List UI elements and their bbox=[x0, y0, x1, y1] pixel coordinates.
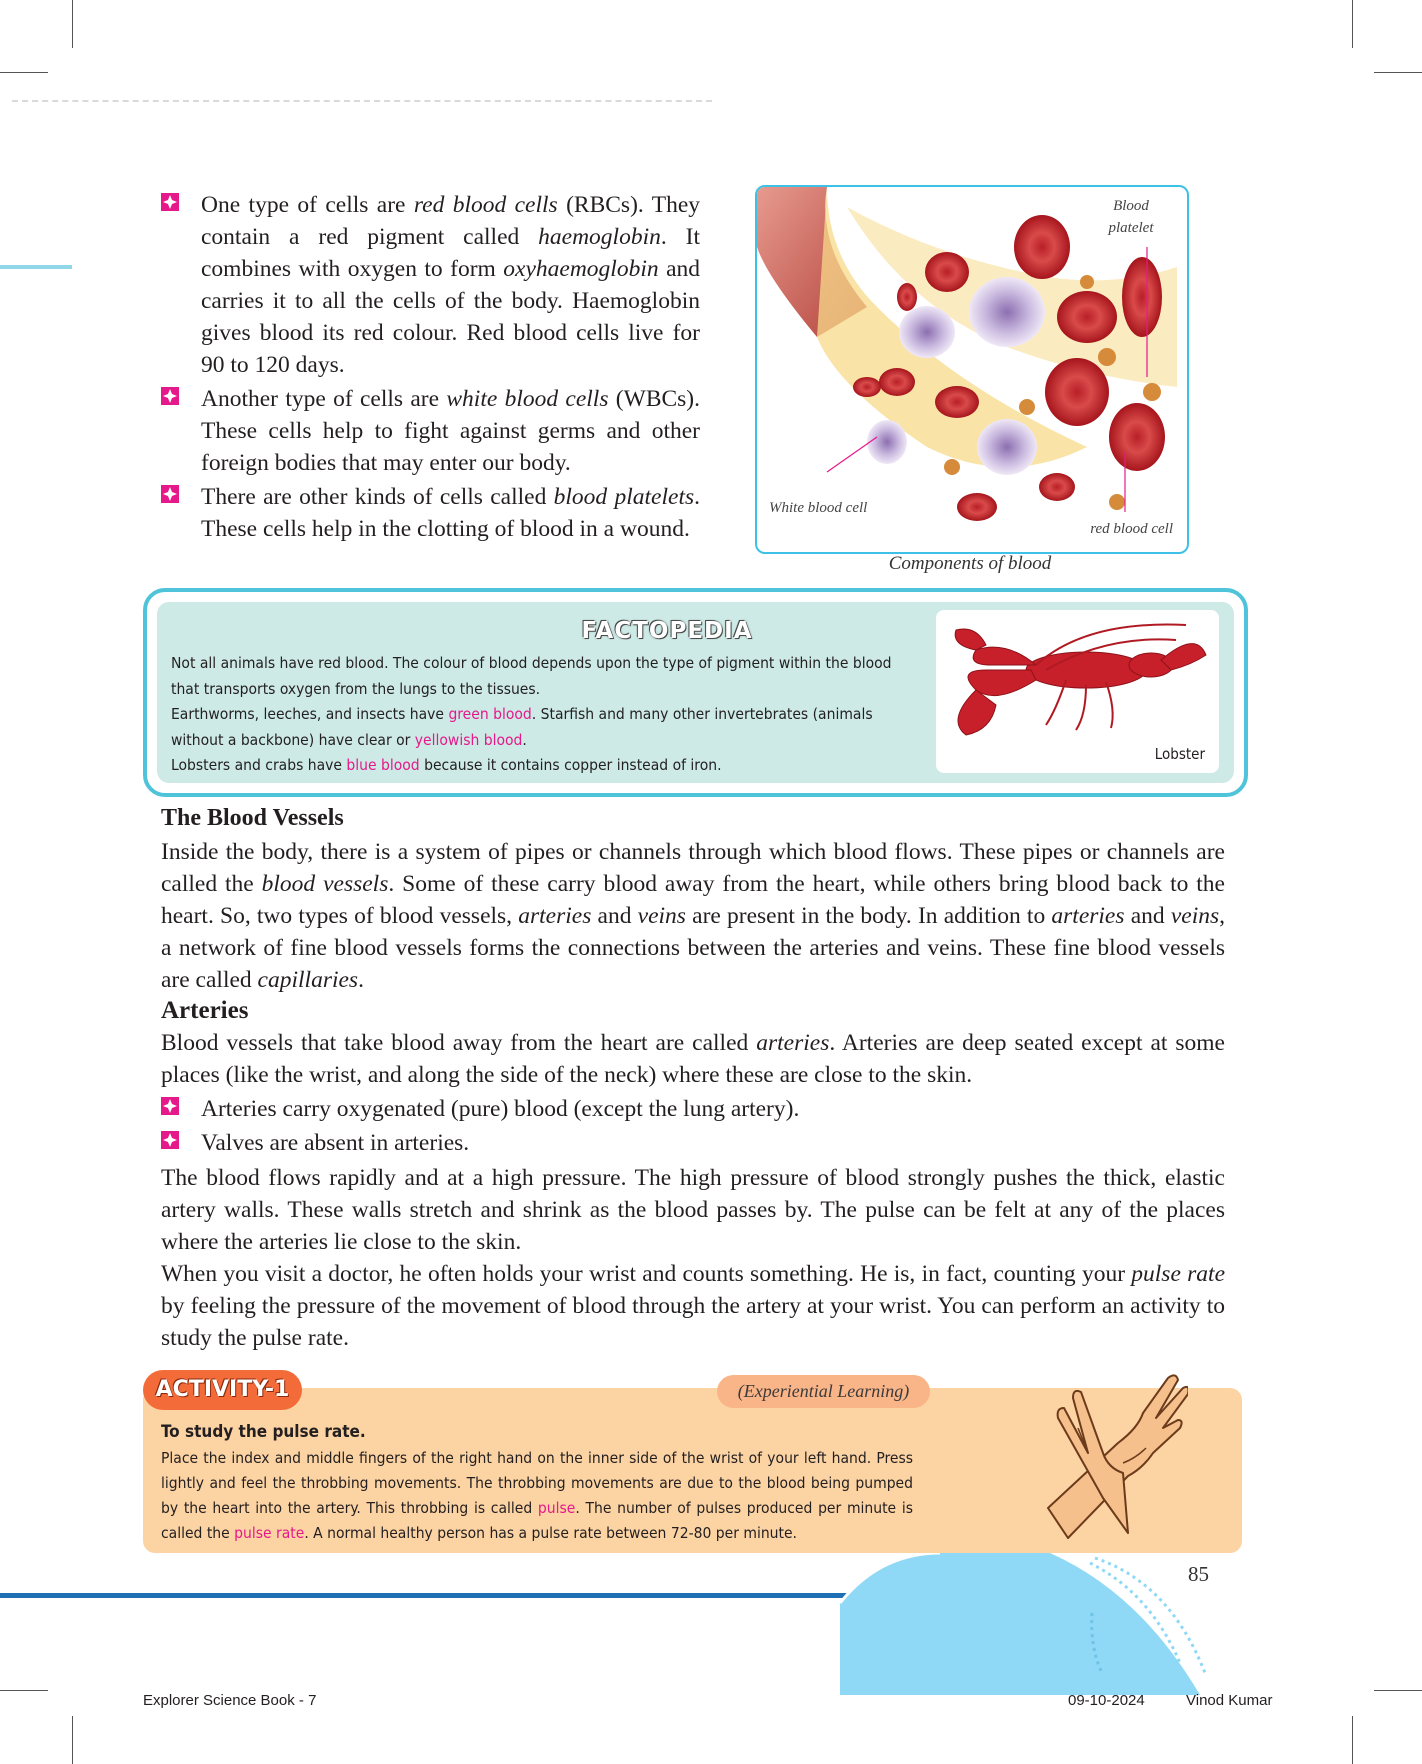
text-run: Place the index and middle fingers of the right hand on the inner side of the wrist of your left hand. Press lightly and feel the throbbing movements. The throbbing movements are due to the blood being pumped by the heart into the artery. This throbbing is called bbox=[161, 1449, 913, 1517]
factopedia-line2 bbox=[171, 702, 923, 753]
text-run: . The number of pulses produced per minute is called the bbox=[161, 1499, 913, 1542]
italic-term: veins bbox=[637, 903, 686, 929]
italic-term: blood vessels bbox=[261, 871, 389, 897]
highlight-blue-blood: blue blood bbox=[346, 756, 420, 774]
cross-bullet-icon bbox=[161, 1131, 179, 1149]
lobster-image bbox=[936, 610, 1219, 750]
figure-caption: Components of blood bbox=[888, 553, 1052, 574]
dashed-guide bbox=[12, 100, 712, 102]
footer-date: 09-10-2024 bbox=[1068, 1692, 1145, 1709]
corner-wave-decoration bbox=[840, 1553, 1422, 1695]
blood-components-figure bbox=[755, 185, 1189, 554]
highlight-yellowish-blood: yellowish blood bbox=[414, 730, 523, 749]
italic-term: red blood cells bbox=[413, 192, 558, 218]
pulse-hand-illustration bbox=[1028, 1358, 1188, 1543]
bullet-valves bbox=[161, 1127, 1225, 1159]
label-platelet: Blood platelet bbox=[1108, 198, 1154, 236]
italic-term: capillaries bbox=[257, 967, 359, 993]
activity-tag: (Experiential Learning) bbox=[717, 1375, 930, 1408]
arteries-intro: Blood vessels that take blood away from the heart are called arteries. Arteries are deep seated except at some places (like the wrist, and along the side of the neck) where these are close to the skin. bbox=[161, 1030, 1225, 1088]
text-run: . A normal healthy person has a pulse rate between 72-80 per minute. bbox=[304, 1524, 797, 1542]
crop-mark bbox=[1352, 0, 1353, 48]
page-number: 85 bbox=[1188, 1562, 1209, 1586]
label-rbc: red blood cell bbox=[1090, 521, 1173, 537]
highlight-pulse: pulse bbox=[537, 1499, 576, 1517]
italic-term: oxyhaemoglobin bbox=[503, 256, 659, 282]
arteries-paragraph-1: The blood flows rapidly and at a high pressure. The high pressure of blood strongly pushes the thick, elastic artery walls. These walls stretch and shrink as the blood passes by. The pulse can be felt at any of the places where the arteries lie close to the skin. bbox=[161, 1165, 1225, 1255]
left-accent-bar bbox=[0, 265, 72, 269]
factopedia-title: FACTOPEDIA bbox=[581, 618, 753, 644]
footer-book-title: Explorer Science Book - 7 bbox=[143, 1692, 317, 1709]
cross-bullet-icon bbox=[161, 387, 179, 405]
crop-mark bbox=[72, 0, 73, 48]
text-run: because it contains copper instead of iron. bbox=[419, 756, 722, 774]
bullet-oxygenated bbox=[161, 1093, 1225, 1125]
bullet-text: One type of cells are red blood cells (RBCs). They contain a red pigment called haemoglobin. It combines with oxygen to form oxyhaemoglobin and carries it to all the cells of the body. Haemoglobin gives blood its red colour. Red blood cells live for 90 to 120 days. bbox=[201, 192, 701, 378]
activity-title: ACTIVITY-1 bbox=[143, 1370, 302, 1410]
bullet-text: There are other kinds of cells called blood platelets. These cells help in the clotting of blood in a wound. bbox=[201, 484, 700, 542]
crop-mark bbox=[0, 72, 48, 73]
italic-term: arteries bbox=[756, 1030, 830, 1056]
blood-illustration bbox=[757, 187, 1187, 552]
italic-term: arteries bbox=[1051, 903, 1125, 929]
bullet-text: Arteries carry oxygenated (pure) blood (except the lung artery). bbox=[201, 1096, 800, 1122]
footer-author: Vinod Kumar bbox=[1186, 1692, 1273, 1709]
bullet-platelets bbox=[161, 481, 700, 545]
text-run: Earthworms, leeches, and insects have bbox=[171, 705, 449, 723]
bullet-rbc bbox=[161, 189, 700, 381]
italic-term: white blood cells bbox=[446, 386, 609, 412]
text-run: Lobsters and crabs have bbox=[171, 756, 347, 774]
bullet-text: Valves are absent in arteries. bbox=[201, 1130, 470, 1156]
highlight-pulse-rate: pulse rate bbox=[234, 1524, 305, 1542]
cross-bullet-icon bbox=[161, 485, 179, 503]
crop-mark bbox=[1352, 1716, 1353, 1764]
text-run: . Starfish and many other invertebrates (animals without a backbone) have clear or bbox=[171, 705, 873, 749]
factopedia-line1: Not all animals have red blood. The colour of blood depends upon the type of pigment within the blood that transports oxygen from the lungs to the tissues. bbox=[171, 654, 892, 698]
blood-vessels-paragraph: Inside the body, there is a system of pipes or channels through which blood flows. These pipes or channels are called the blood vessels. Some of these carry blood away from the heart, while others bring blood back to the heart. So, two types of blood vessels, arteries and veins are present in the body. In addition to arteries and veins, a network of fine blood vessels forms the connections between the arteries and veins. These fine blood vessels are called capillaries. bbox=[161, 839, 1225, 993]
lobster-label: Lobster bbox=[1154, 745, 1205, 763]
lobster-image-panel bbox=[936, 610, 1219, 773]
crop-mark bbox=[72, 1716, 73, 1764]
heading-blood-vessels: The Blood Vessels bbox=[161, 805, 344, 831]
arteries-bullets bbox=[161, 1093, 1225, 1159]
crop-mark bbox=[1374, 72, 1422, 73]
crop-mark bbox=[0, 1690, 48, 1691]
heading-arteries: Arteries bbox=[161, 997, 249, 1024]
italic-term: pulse rate bbox=[1131, 1261, 1225, 1287]
activity-subtitle: To study the pulse rate. bbox=[161, 1422, 366, 1442]
factopedia-text bbox=[171, 651, 923, 779]
activity-text bbox=[161, 1446, 913, 1546]
bullet-text: Another type of cells are white blood cells (WBCs). These cells help to fight against germs and other foreign bodies that may enter our body. bbox=[201, 386, 701, 476]
cross-bullet-icon bbox=[161, 1097, 179, 1115]
italic-term: blood platelets bbox=[553, 484, 695, 510]
top-bullet-list bbox=[161, 189, 700, 545]
italic-term: haemoglobin bbox=[538, 224, 661, 250]
cross-bullet-icon bbox=[161, 193, 179, 211]
highlight-green-blood: green blood bbox=[448, 705, 532, 723]
factopedia-box bbox=[143, 588, 1248, 797]
text-run: . bbox=[522, 730, 527, 749]
italic-term: veins bbox=[1170, 903, 1220, 929]
bullet-wbc bbox=[161, 383, 700, 479]
factopedia-line3 bbox=[171, 753, 923, 779]
footer-rule bbox=[0, 1593, 884, 1598]
label-wbc: White blood cell bbox=[769, 500, 868, 516]
arteries-paragraph-2: When you visit a doctor, he often holds your wrist and counts something. He is, in fact, counting your pulse rate by feeling the pressure of the movement of blood through the artery at your wrist. You can perform an activity to study the pulse rate. bbox=[161, 1261, 1225, 1351]
italic-term: arteries bbox=[518, 903, 592, 929]
